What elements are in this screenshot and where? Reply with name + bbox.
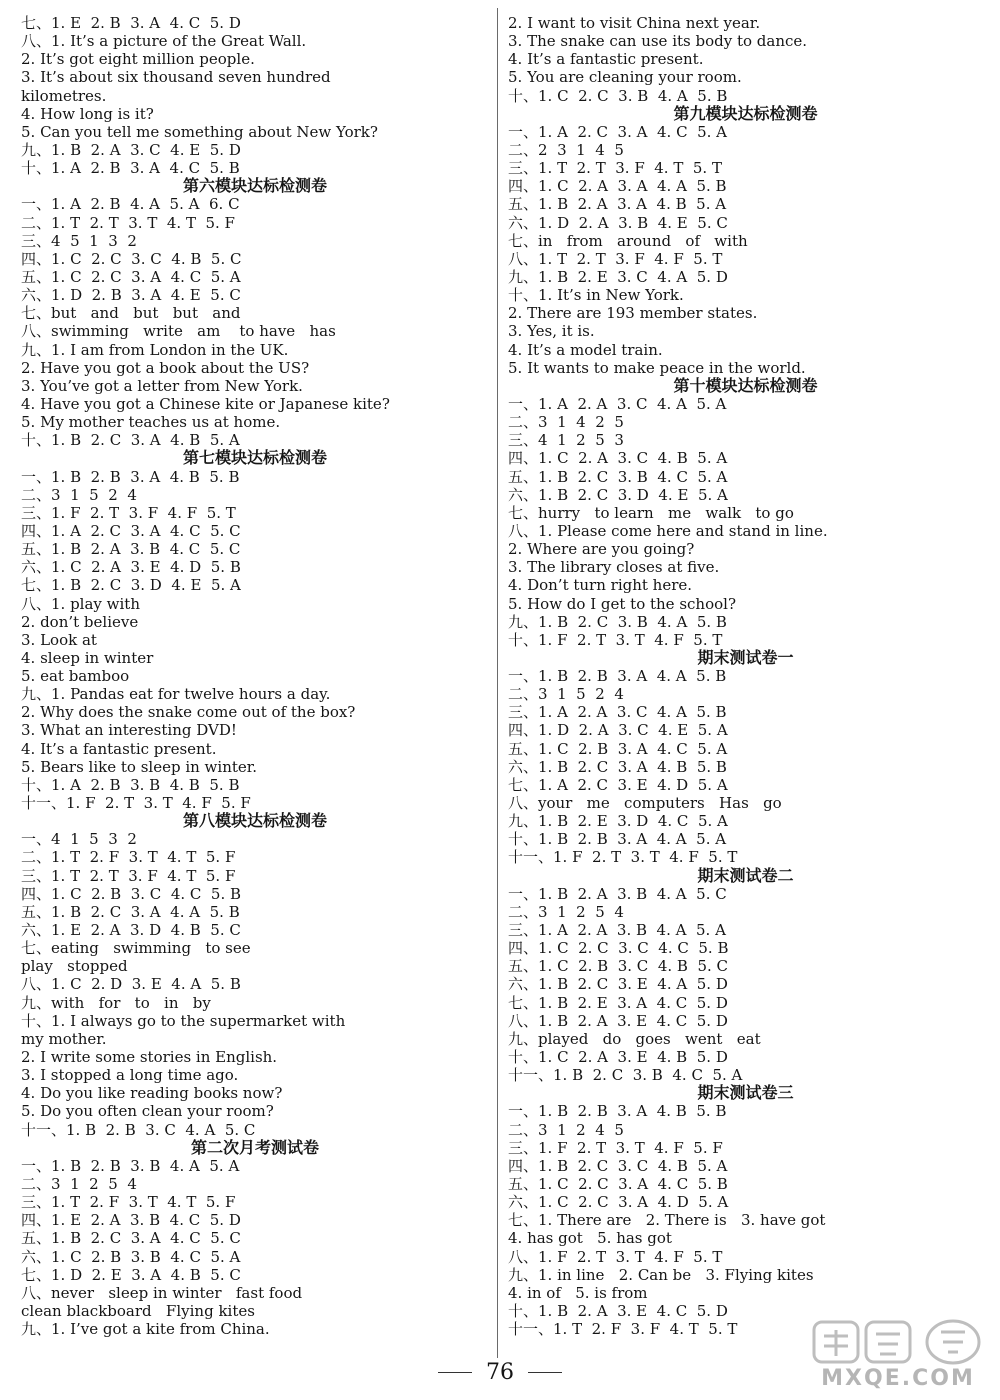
answer-line: 四、1. C 2. B 3. C 4. C 5. B [21,884,242,903]
section-heading: 第八模块达标检测卷 [182,811,327,831]
answer-line: 九、1. in line 2. Can be 3. Flying kites [508,1265,814,1284]
answer-line: play stopped [21,957,128,976]
answer-line: 十一、1. B 2. B 3. C 4. A 5. C [21,1120,256,1139]
answer-line: 七、eating swimming to see [21,939,251,958]
answer-line: 十、1. A 2. B 3. A 4. C 5. B [21,159,240,178]
answer-line: 4. It’s a model train. [508,340,663,359]
answer-line: 八、never sleep in winter fast food [21,1283,303,1302]
answer-line: 3. Yes, it is. [508,322,595,341]
answer-line: 二、2 3 1 4 5 [508,140,624,159]
answer-line: 五、1. B 2. A 3. A 4. B 5. A [508,195,727,214]
answer-line: 七、1. B 2. C 3. D 4. E 5. A [21,576,241,595]
answer-line: 六、1. C 2. A 3. E 4. D 5. B [21,558,241,577]
answer-line: 八、1. T 2. T 3. F 4. F 5. T [508,249,723,268]
watermark-stamp-icon [808,1316,988,1368]
answer-line: 4. Don’t turn right here. [508,576,693,595]
answer-line: 七、1. E 2. B 3. A 4. C 5. D [21,14,241,32]
answer-line: 九、1. B 2. E 3. C 4. A 5. D [508,267,728,286]
section-heading: 第六模块达标检测卷 [182,176,327,196]
section-heading: 第九模块达标检测卷 [673,103,818,123]
answer-line: 五、1. B 2. C 3. A 4. A 5. B [21,902,240,921]
answer-line: 2. I want to visit China next year. [508,14,761,32]
answer-line: 一、1. A 2. A 3. C 4. A 5. A [508,394,727,413]
answer-line: 三、1. T 2. T 3. F 4. T 5. F [21,866,236,885]
answer-line: 二、1. T 2. T 3. T 4. T 5. F [21,213,235,232]
answer-line: 一、1. A 2. B 4. A 5. A 6. C [21,195,240,214]
answer-line: 十一、1. F 2. T 3. T 4. F 5. T [508,848,738,867]
answer-line: 四、1. D 2. A 3. C 4. E 5. A [508,721,728,740]
answer-line: 二、3 1 2 4 5 [508,1120,624,1139]
answer-line: 五、1. C 2. C 3. A 4. C 5. B [508,1175,728,1193]
answer-line: 八、1. B 2. A 3. E 4. C 5. D [508,1011,728,1030]
watermark-url: MXQE.COM [821,1366,975,1391]
answer-line: 三、1. T 2. F 3. T 4. T 5. F [21,1193,236,1212]
answer-line: 4. sleep in winter [21,648,154,667]
answer-line: 4. in of 5. is from [508,1283,648,1302]
answer-line: 四、1. C 2. C 3. C 4. B 5. C [21,249,242,268]
answer-line: 2. There are 193 member states. [508,304,758,323]
answer-line: 七、1. B 2. E 3. A 4. C 5. D [508,993,728,1012]
answer-line: 九、1. Pandas eat for twelve hours a day. [21,685,331,704]
answer-line: 十、1. C 2. C 3. B 4. A 5. B [508,86,728,105]
section-heading: 期末测试卷一 [697,647,794,667]
answer-line: 十、1. B 2. A 3. E 4. C 5. D [508,1301,728,1320]
answer-line: 5. How do I get to the school? [508,594,736,613]
answer-line: 七、1. A 2. C 3. E 4. D 5. A [508,775,728,794]
answer-line: 2. I write some stories in English. [21,1048,278,1067]
answer-line: 三、1. A 2. A 3. B 4. A 5. A [508,921,726,940]
answer-line: 九、1. B 2. C 3. B 4. A 5. B [508,612,727,631]
section-heading: 期末测试卷三 [697,1083,794,1103]
answer-line: 二、3 1 5 2 4 [21,485,137,504]
answer-line: 5. My mother teaches us at home. [21,413,281,432]
answer-line: 十、1. I always go to the supermarket with [21,1011,346,1030]
answer-line: 六、1. E 2. A 3. D 4. B 5. C [21,921,241,940]
answer-line: 十、1. B 2. B 3. A 4. A 5. A [508,830,727,849]
section-heading: 第七模块达标检测卷 [182,448,327,468]
answer-line: 三、1. F 2. T 3. F 4. F 5. T [21,503,236,522]
answer-line: 九、1. B 2. E 3. D 4. C 5. A [508,812,728,831]
answer-line: 六、1. C 2. C 3. A 4. D 5. A [508,1193,729,1212]
answer-line: 三、1. T 2. T 3. F 4. T 5. T [508,159,722,178]
right-answer-column [508,14,983,1338]
answer-line: 三、1. F 2. T 3. T 4. F 5. F [508,1138,723,1157]
answer-line: 四、1. C 2. A 3. A 4. A 5. B [508,177,727,196]
answer-line: 3. Look at [21,630,97,649]
answer-line: 5. Bears like to sleep in winter. [21,757,258,776]
answer-line: 七、in from around of with [508,231,748,250]
answer-line: 3. What an interesting DVD! [21,721,237,740]
answer-line: 四、1. A 2. C 3. A 4. C 5. C [21,521,241,540]
answer-line: 八、1. It’s a picture of the Great Wall. [21,32,307,51]
answer-line: 六、1. D 2. A 3. B 4. E 5. C [508,213,728,232]
answer-line: 2. Have you got a book about the US? [21,358,310,377]
answer-line: 三、4 1 2 5 3 [508,431,624,450]
answer-line: 2. don’t believe [21,612,139,631]
answer-line: 3. I stopped a long time ago. [21,1066,239,1085]
answer-line: 九、with for to in by [21,993,211,1012]
answer-line: 九、1. I am from London in the UK. [21,340,289,359]
answer-line: 4. It’s a fantastic present. [21,739,217,758]
answer-line: 七、but and but but and [21,304,241,323]
answer-line: 五、1. C 2. C 3. A 4. C 5. A [21,267,241,286]
answer-line: 一、1. B 2. B 3. A 4. A 5. B [508,667,727,686]
answer-line: 四、1. E 2. A 3. B 4. C 5. D [21,1211,241,1230]
answer-line: 九、played do goes went eat [508,1029,761,1048]
answer-line: 一、4 1 5 3 2 [21,830,137,849]
answer-line: 3. The snake can use its body to dance. [508,32,808,51]
answer-line: 五、1. C 2. B 3. A 4. C 5. A [508,739,728,758]
answer-line: 5. You are cleaning your room. [508,68,742,87]
answer-line: 一、1. B 2. B 3. A 4. B 5. B [21,467,240,486]
footer-dash-left [438,1372,472,1373]
answer-line: 4. Do you like reading books now? [21,1084,283,1103]
answer-line: 3. The library closes at five. [508,558,720,577]
answer-line: 十一、1. T 2. F 3. F 4. T 5. T [508,1320,738,1339]
answer-line: 八、swimming write am to have has [21,322,336,341]
answer-line: 五、1. B 2. A 3. B 4. C 5. C [21,540,241,559]
answer-line: 5. eat bamboo [21,667,130,686]
left-answer-column [21,14,489,1338]
answer-line: 3. You’ve got a letter from New York. [21,376,303,395]
answer-line: 一、1. A 2. C 3. A 4. C 5. A [508,122,727,141]
answer-line: 四、1. C 2. C 3. C 4. C 5. B [508,939,729,958]
answer-line: my mother. [21,1029,107,1048]
answer-line: 七、1. There are 2. There is 3. have got [508,1211,826,1230]
answer-line: 2. Where are you going? [508,540,695,559]
answer-line: 十一、1. F 2. T 3. T 4. F 5. F [21,794,251,813]
column-divider [497,8,498,1358]
answer-line: 十、1. It’s in New York. [508,286,684,305]
answer-line: 八、your me computers Has go [508,794,782,813]
answer-line: 七、1. D 2. E 3. A 4. B 5. C [21,1265,241,1284]
section-heading: 期末测试卷二 [697,865,794,885]
answer-line: 八、1. Please come here and stand in line. [508,521,828,540]
section-heading: 第十模块达标检测卷 [673,375,818,395]
answer-line: 4. How long is it? [21,104,154,123]
answer-line: 3. It’s about six thousand seven hundred [21,68,331,87]
answer-line: 十、1. A 2. B 3. B 4. B 5. B [21,775,240,794]
answer-line: 5. Do you often clean your room? [21,1102,274,1121]
answer-line: 十、1. B 2. C 3. A 4. B 5. A [21,431,240,450]
answer-line: 六、1. C 2. B 3. B 4. C 5. A [21,1247,241,1266]
answer-line: 六、1. B 2. C 3. A 4. B 5. B [508,757,727,776]
watermark-logo [808,1316,988,1398]
answer-line: 三、4 5 1 3 2 [21,231,137,250]
answer-line: 三、1. A 2. A 3. C 4. A 5. B [508,703,727,722]
answer-line: 4. It’s a fantastic present. [508,50,704,69]
answer-line: 七、hurry to learn me walk to go [508,503,794,522]
answer-line: 一、1. B 2. B 3. A 4. B 5. B [508,1102,727,1121]
answer-line: 二、3 1 2 5 4 [508,902,624,921]
answer-line: 二、3 1 2 5 4 [21,1175,137,1193]
page-number: 76 [486,1359,514,1385]
answer-line: kilometres. [21,86,107,105]
answer-line: 2. Why does the snake come out of the box? [21,703,356,722]
answer-line: 十一、1. B 2. C 3. B 4. C 5. A [508,1066,743,1085]
answer-line: 一、1. B 2. A 3. B 4. A 5. C [508,884,727,903]
answer-line: 十、1. C 2. A 3. E 4. B 5. D [508,1048,728,1067]
answer-line: 5. Can you tell me something about New York? [21,122,378,141]
answer-line: 八、1. F 2. T 3. T 4. F 5. T [508,1247,723,1266]
answer-line: 九、1. I’ve got a kite from China. [21,1320,270,1339]
answer-line: 六、1. D 2. B 3. A 4. E 5. C [21,286,241,305]
answer-line: 5. It wants to make peace in the world. [508,358,806,377]
section-heading: 第二次月考测试卷 [190,1137,319,1157]
answer-line: 四、1. B 2. C 3. C 4. B 5. A [508,1156,728,1175]
answer-line: 五、1. B 2. C 3. B 4. C 5. A [508,467,728,486]
answer-line: 八、1. C 2. D 3. E 4. A 5. B [21,975,241,994]
answer-line: 八、1. play with [21,594,140,613]
answer-line: 4. has got 5. has got [508,1229,672,1248]
answer-line: 五、1. B 2. C 3. A 4. C 5. C [21,1229,241,1248]
footer-dash-right [528,1372,562,1373]
answer-line: 2. It’s got eight million people. [21,50,255,69]
answer-line: 二、3 1 4 2 5 [508,413,624,432]
answer-line: 十、1. F 2. T 3. T 4. F 5. T [508,630,723,649]
answer-line: clean blackboard Flying kites [21,1301,255,1320]
answer-line: 二、3 1 5 2 4 [508,685,624,704]
answer-line: 六、1. B 2. C 3. D 4. E 5. A [508,485,728,504]
answer-line: 4. Have you got a Chinese kite or Japanese kite? [21,394,390,413]
answer-line: 二、1. T 2. F 3. T 4. T 5. F [21,848,236,867]
answer-line: 四、1. C 2. A 3. C 4. B 5. A [508,449,728,468]
answer-line: 六、1. B 2. C 3. E 4. A 5. D [508,975,728,994]
answer-line: 一、1. B 2. B 3. B 4. A 5. A [21,1156,240,1175]
answer-line: 五、1. C 2. B 3. C 4. B 5. C [508,957,729,976]
answer-line: 九、1. B 2. A 3. C 4. E 5. D [21,140,241,159]
